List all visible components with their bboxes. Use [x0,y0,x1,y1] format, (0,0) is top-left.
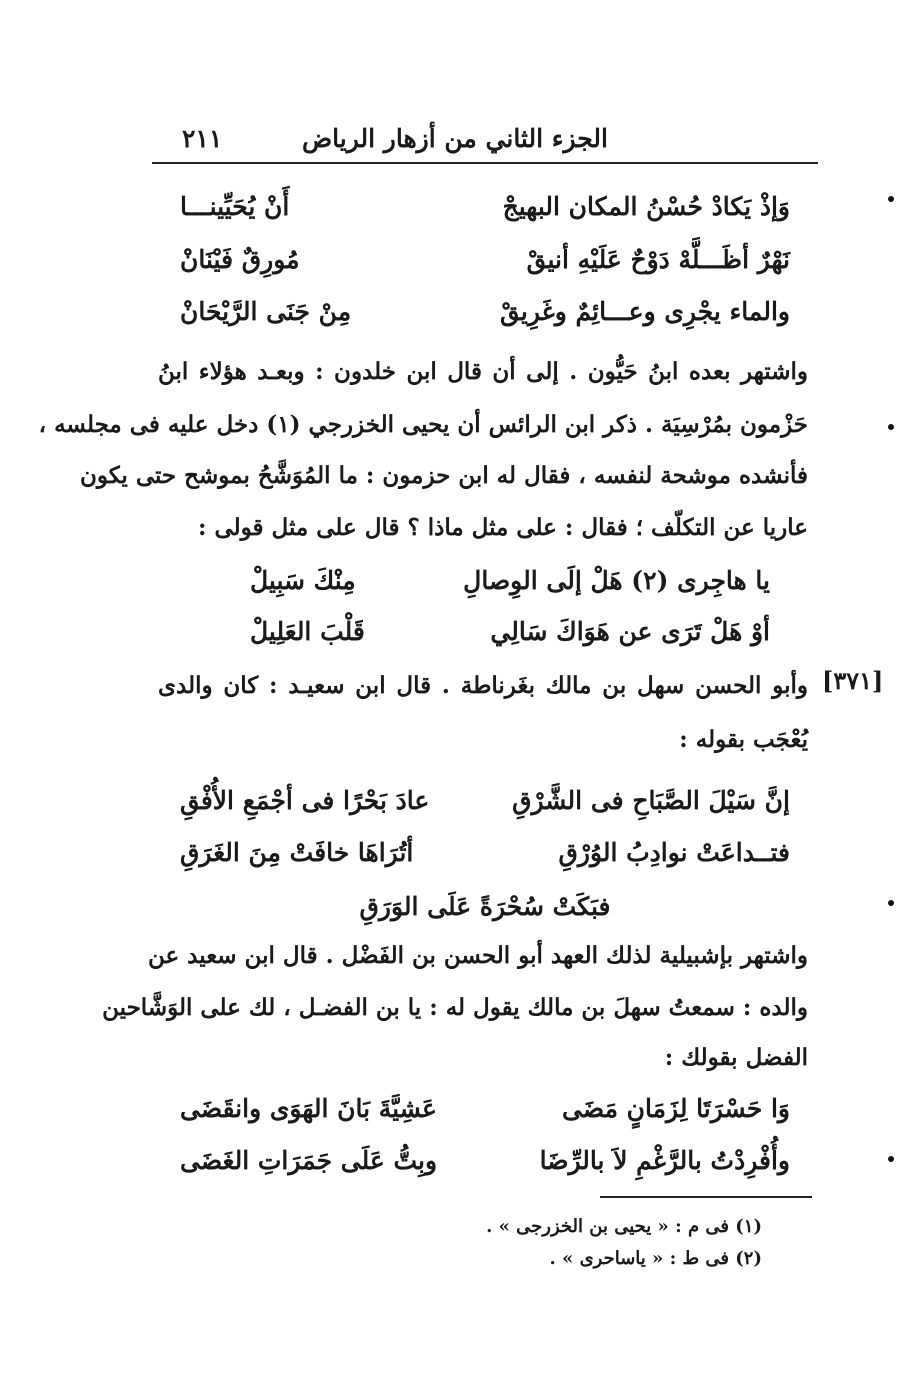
verse-hemistich-center: فبَكَتْ سُحْرَةً عَلَى الوَرَقِ [359,892,611,921]
prose-line: وأبو الحسن سهل بن مالك بغَرناطة . قال ابن سعيـد : كان والدى [158,672,808,699]
margin-dot [888,1156,894,1162]
margin-dot [888,424,894,430]
footnote-divider [600,1196,812,1198]
verse-line [180,1094,790,1134]
footnote: (٢) فى ط : « ياساحرى » . [549,1248,762,1269]
verse-hemistich-right: يا هاجِرى (٢) هَلْ إلَى الوِصالِ [463,566,770,595]
prose-line: فأنشده موشحة لنفسه ، فقال له ابن حزمون : ما المُوَشَّحُ بموشح حتى يكون [79,462,808,489]
verse-hemistich-right: وأُفْرِدْتُ بالرَّغْمِ لاَ بالرِّضَا [539,1146,790,1175]
original-page-marker: [٣٧١] [822,666,884,695]
verse-hemistich-left: عادَ بَحْرًا فى أجْمَعِ الأُفْقِ [180,786,430,815]
verse-line [180,245,790,285]
verse-line [180,297,790,337]
prose-line: والده : سمعتُ سهلَ بن مالك يقول له : يا بن الفضـل ، لك على الوَشَّاحين [102,994,808,1021]
prose-line: يُعْجَب بقوله : [679,726,808,753]
page-number: ٢١١ [182,124,223,153]
verse-hemistich-left: مِنْ جَنَى الرَّيْحَانْ [180,297,352,326]
prose-line: واشتهر بعده ابنُ حَيُّون . إلى أن قال ابن خلدون : وبعـد هؤلاء ابنُ [158,358,808,385]
verse-hemistich-right: فتــداعَتْ نوادِبُ الوُرْقِ [558,838,790,867]
prose-line: عاريا عن التكلّف ؛ فقال : على مثل ماذا ؟ قال على مثل قولى : [198,514,808,541]
verse-line [180,786,790,826]
verse-line [180,192,790,232]
verse-line [180,892,790,932]
verse-hemistich-right: نَهْرٌ أظَـــلَّهْ دَوْحٌ عَلَيْهِ أنيقْ [526,245,790,274]
verse-hemistich-right: أوْ هَلْ تَرَى عن هَوَاكَ سَالِي [490,617,770,646]
running-title: الجزء الثاني من أزهار الرياض [301,124,608,153]
prose-line: واشتهر بإشبيلية لذلك العهد أبو الحسن بن الفَضْل . قال ابن سعيد عن [147,942,808,969]
prose-line: الفضل بقولك : [664,1044,808,1071]
verse-hemistich-right: إنَّ سَيْلَ الصَّبَاحِ فى الشَّرْقِ [512,786,790,815]
margin-dot [888,900,894,906]
margin-dot [888,196,894,202]
verse-line [250,566,770,606]
verse-hemistich-left: أتُرَاهَا خافَتْ مِنَ الغَرَقِ [180,838,414,867]
verse-hemistich-left: أَنْ يُحَيِّينـــا [180,192,290,221]
verse-hemistich-right: وَا حَسْرَتَا لِزَمَانٍ مَضَى [562,1094,790,1123]
verse-hemistich-left: وبِتُّ عَلَى جَمَرَاتِ الغَضَى [180,1146,438,1175]
verse-line [180,1146,790,1186]
verse-hemistich-left: قَلْبَ العَلِيلْ [250,617,365,646]
verse-hemistich-left: عَشِيَّةَ بَانَ الهَوَى وانقَضَى [180,1094,437,1123]
prose-line: حَزْمون بمُرْسِيَة . ذكر ابن الرائس أن يحيى الخزرجي (١) دخل عليه فى مجلسه ، [38,411,808,438]
footnote: (١) فى م : « يحيى بن الخزرجى » . [486,1216,762,1237]
page-header [152,118,818,164]
verse-hemistich-left: مِنْكَ سَبِيلْ [250,566,356,595]
verse-line [250,617,770,657]
verse-hemistich-right: والماء يجْرِى وعـــائِمٌ وغَرِيقْ [500,297,790,326]
verse-hemistich-right: وَإذْ يَكادْ حُسْنُ المكان البهيجْ [502,192,790,221]
verse-line [180,838,790,878]
verse-hemistich-left: مُورِقٌ فَيْنَانْ [180,245,300,274]
